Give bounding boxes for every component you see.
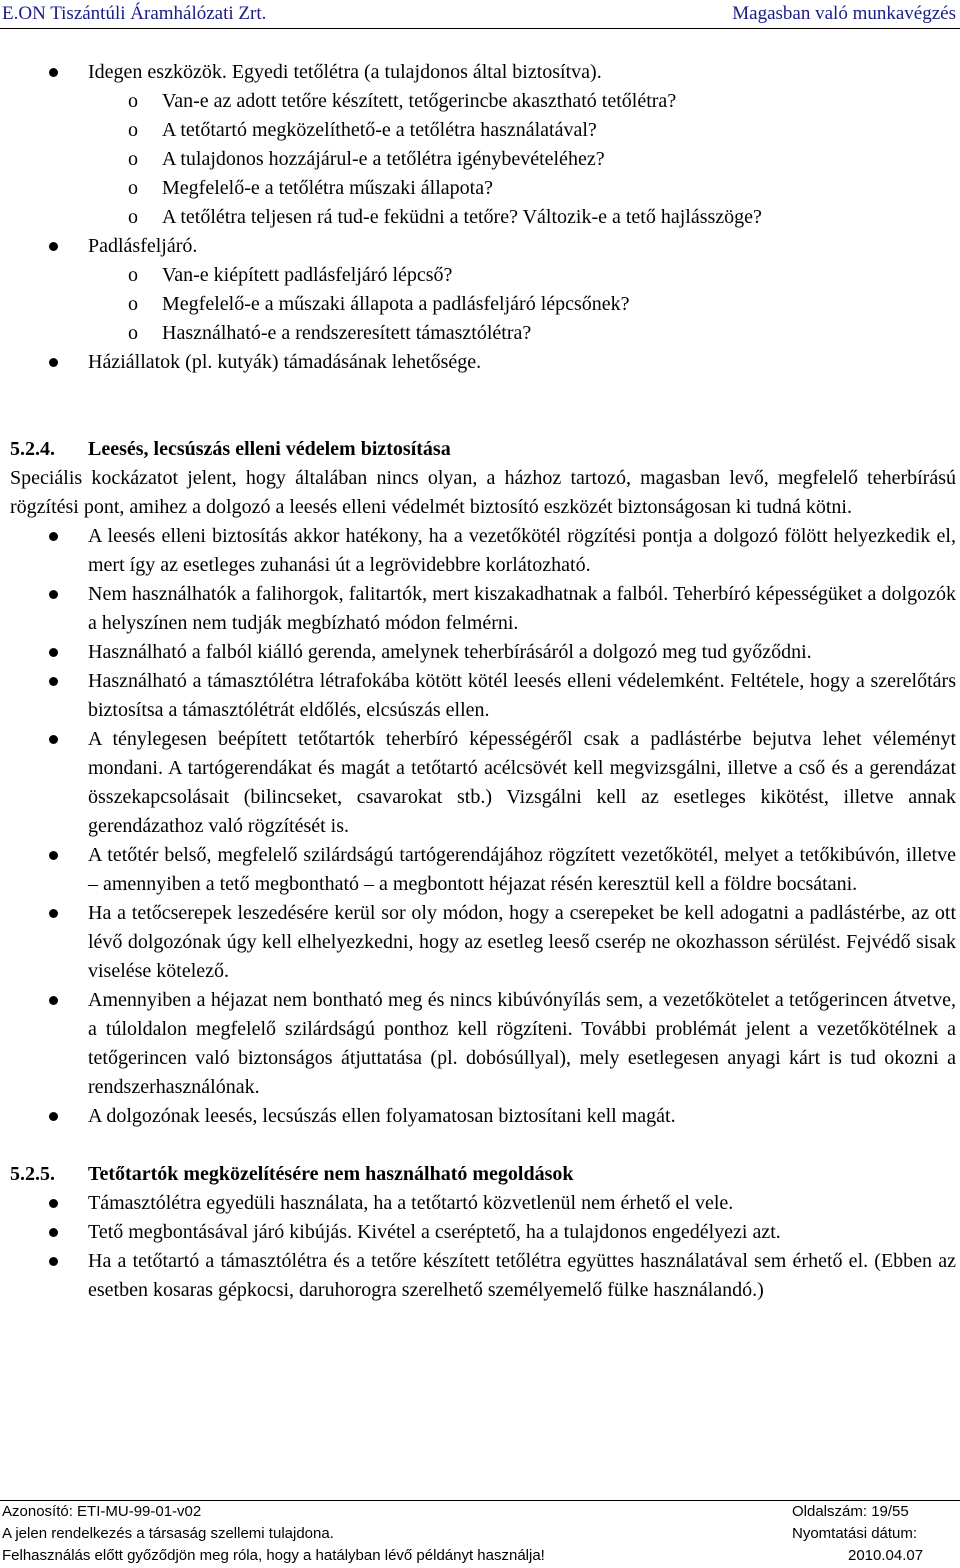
section-list	[10, 522, 956, 1131]
ownership-note: A jelen rendelkezés a társaság szellemi tulajdona.	[2, 1525, 334, 1542]
sub-list-item: o Megfelelő-e a műszaki állapota a padlásfeljáró lépcsőnek?	[10, 290, 956, 319]
bullet-icon	[49, 1228, 58, 1237]
list-item: Nem használhatók a falihorgok, falitartók, mert kiszakadhatnak a falból. Teherbíró képességüket a dolgozók a helyszínen nem tudják megbízható módon felmérni.	[10, 580, 956, 638]
page-header	[0, 0, 960, 29]
bullet-icon	[49, 1199, 58, 1208]
list-item: Ha a tetőcserepek leszedésére kerül sor oly módon, hogy a cserepeket be kell adogatni a padlástérbe, az ott lévő dolgozónak úgy kell elhelyezkedni, hogy az esetleg leeső cserép ne okozhasson sérülést. Fejvédő sisak viselése kötelező.	[10, 899, 956, 986]
list-item: Idegen eszközök. Egyedi tetőlétra (a tulajdonos által biztosítva).	[10, 58, 956, 87]
document-id: Azonosító: ETI-MU-99-01-v02	[2, 1503, 202, 1520]
checklist	[10, 58, 956, 377]
bullet-icon	[49, 68, 58, 77]
list-item: Használható a falból kiálló gerenda, amelynek teherbírásáról a dolgozó meg tud győződni.	[10, 638, 956, 667]
section-heading	[10, 435, 956, 464]
sub-list-item: o A tetőtartó megközelíthető-e a tetőlétra használatával?	[10, 116, 956, 145]
list-item: Padlásfeljáró.	[10, 232, 956, 261]
section-number: 5.2.5.	[10, 1163, 55, 1185]
page-footer	[0, 1500, 960, 1567]
bullet-icon	[49, 735, 58, 744]
bullet-icon	[49, 358, 58, 367]
bullet-icon	[49, 648, 58, 657]
company-name: E.ON Tiszántúli Áramhálózati Zrt.	[2, 3, 267, 24]
sub-list-item: o Van-e az adott tetőre készített, tetőgerincbe akasztható tetőlétra?	[10, 87, 956, 116]
page-content	[10, 58, 956, 1305]
circle-bullet-icon: o	[128, 322, 138, 344]
bullet-icon	[49, 532, 58, 541]
circle-bullet-icon: o	[128, 177, 138, 199]
list-item: Tető megbontásával járó kibújás. Kivétel a cseréptető, ha a tulajdonos engedélyezi azt.	[10, 1218, 956, 1247]
bullet-icon	[49, 1257, 58, 1266]
validity-warning: Felhasználás előtt győződjön meg róla, hogy a hatályban lévő példányt használja!	[2, 1547, 545, 1564]
list-item: Támasztólétra egyedüli használata, ha a tetőtartó közvetlenül nem érhető el vele.	[10, 1189, 956, 1218]
circle-bullet-icon: o	[128, 90, 138, 112]
list-item: A tetőtér belső, megfelelő szilárdságú tartógerendájához rögzített vezetőkötél, melyet a tetőkibúvón, illetve – amennyiben a tető megbontható – a megbontott héjazat résén keresztül kell a földre bocsátani.	[10, 841, 956, 899]
print-date: 2010.04.07	[848, 1547, 924, 1564]
section-title: Leesés, lecsúszás elleni védelem biztosítása	[88, 438, 451, 460]
sub-list-item: o Megfelelő-e a tetőlétra műszaki állapota?	[10, 174, 956, 203]
section-heading	[10, 1160, 956, 1189]
document-topic: Magasban való munkavégzés	[732, 3, 956, 24]
list-item: Amennyiben a héjazat nem bontható meg és nincs kibúvónyílás sem, a vezetőkötelet a tetőgerincen átvetve, a túloldalon megfelelő szilárdságú ponthoz kell rögzíteni. További problémát jelent a vezetőkötélnek a tetőgerincen való biztonságos átjuttatása (pl. dobósúllyal), mely esetlegesen anyagi kárt is tud okozni a rendszerhasználónak.	[10, 986, 956, 1102]
list-item: Használható a támasztólétra létrafokába kötött kötél leesés elleni védelemként. Feltétele, hogy a szerelőtárs biztosítsa a támasztólétrát eldőlés, elcsúszás ellen.	[10, 667, 956, 725]
section-intro: Speciális kockázatot jelent, hogy általában nincs olyan, a házhoz tartozó, magasban levő, megfelelő teherbírású rögzítési pont, amihez a dolgozó a leesés elleni védelmét biztosító eszközét biztonságosan ki tudná kötni.	[10, 467, 956, 518]
list-item: Ha a tetőtartó a támasztólétra és a tetőre készített tetőlétra együttes használatával sem érhető el. (Ebben az esetben kosaras gépkocsi, daruhorogra szerelhető személyemelő fülke használandó.)	[10, 1247, 956, 1305]
bullet-icon	[49, 242, 58, 251]
section-title: Tetőtartók megközelítésére nem használható megoldások	[88, 1163, 574, 1185]
bullet-icon	[49, 851, 58, 860]
sub-list-item: o A tulajdonos hozzájárul-e a tetőlétra igénybevételéhez?	[10, 145, 956, 174]
circle-bullet-icon: o	[128, 206, 138, 228]
bullet-icon	[49, 909, 58, 918]
section-list	[10, 1189, 956, 1305]
circle-bullet-icon: o	[128, 148, 138, 170]
spacer	[10, 1131, 956, 1160]
section-number: 5.2.4.	[10, 438, 55, 460]
list-item: A leesés elleni biztosítás akkor hatékony, ha a vezetőkötél rögzítési pontja a dolgozó fölött helyezkedik el, mert így az esetleges zuhanási út a legrövidebbre korlátozható.	[10, 522, 956, 580]
circle-bullet-icon: o	[128, 264, 138, 286]
page-number: Oldalszám: 19/55	[792, 1503, 909, 1520]
spacer	[10, 377, 956, 435]
circle-bullet-icon: o	[128, 293, 138, 315]
bullet-icon	[49, 590, 58, 599]
sub-list-item: o Használható-e a rendszeresített támasztólétra?	[10, 319, 956, 348]
list-item: A ténylegesen beépített tetőtartók teherbíró képességéről csak a padlástérbe bejutva lehet véleményt mondani. A tartógerendákat és magát a tetőtartó acélcsövét kell megvizsgálni, illetve a cső és a gerendázat összekapcsolásait (bilincseket, csavarokat stb.) Vizsgálni kell az esetleges kikötést, illetve annak gerendázathoz való rögzítését is.	[10, 725, 956, 841]
list-item: A dolgozónak leesés, lecsúszás ellen folyamatosan biztosítani kell magát.	[10, 1102, 956, 1131]
bullet-icon	[49, 996, 58, 1005]
circle-bullet-icon: o	[128, 119, 138, 141]
sub-list-item: o A tetőlétra teljesen rá tud-e feküdni a tetőre? Változik-e a tető hajlásszöge?	[10, 203, 956, 232]
list-item: Háziállatok (pl. kutyák) támadásának lehetősége.	[10, 348, 956, 377]
bullet-icon	[49, 1112, 58, 1121]
sub-list-item: o Van-e kiépített padlásfeljáró lépcső?	[10, 261, 956, 290]
print-date-label: Nyomtatási dátum:	[792, 1525, 918, 1542]
bullet-icon	[49, 677, 58, 686]
